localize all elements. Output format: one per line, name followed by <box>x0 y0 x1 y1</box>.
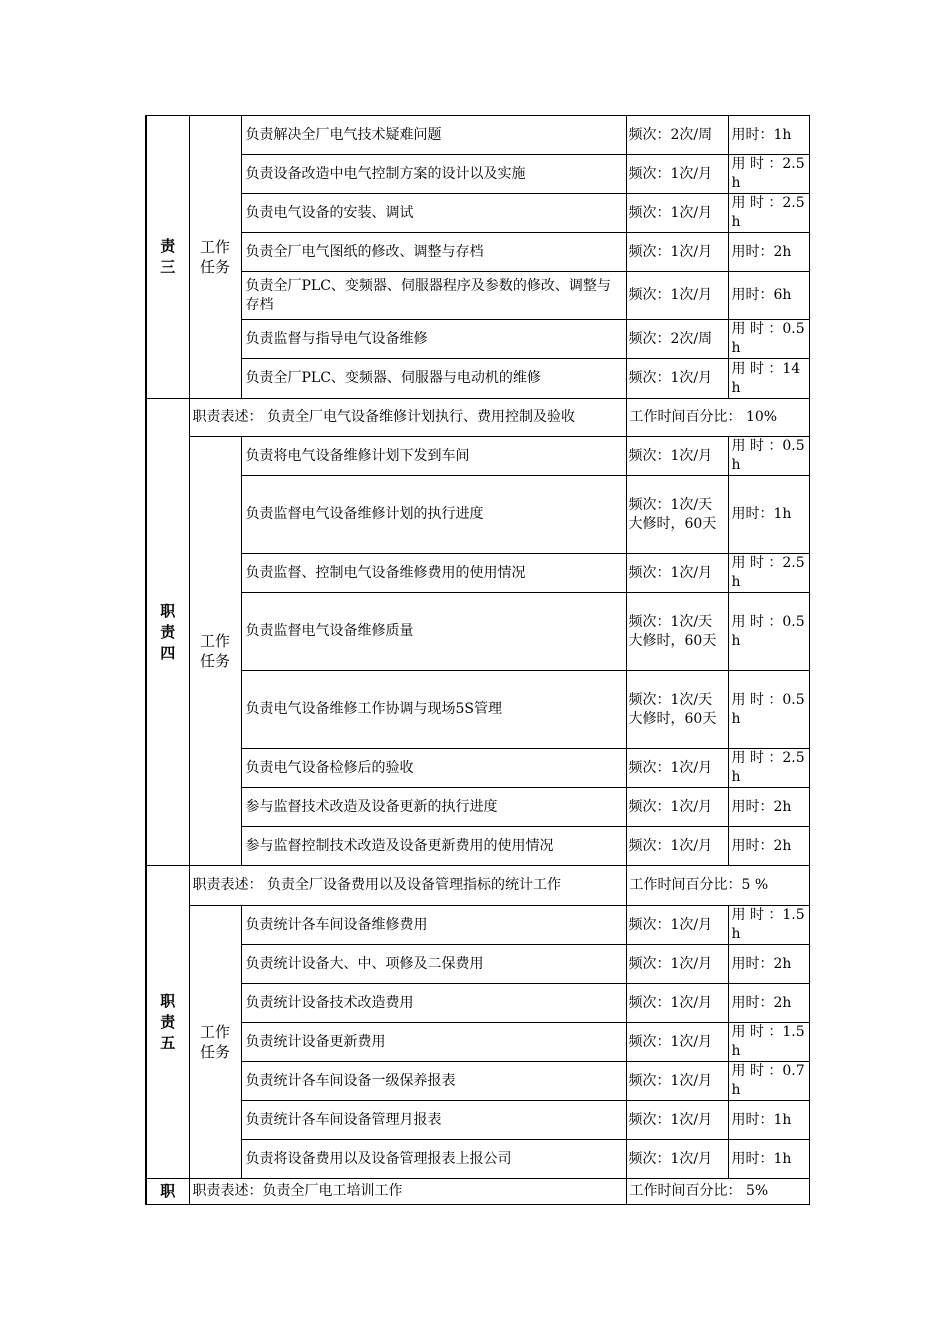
work-task-label-text: 工作任务 <box>199 632 230 670</box>
task-duration: 用时：2h <box>728 984 809 1023</box>
task-duration: 用 时 ：0.5h <box>728 671 809 749</box>
task-row <box>146 116 809 155</box>
task-row <box>146 671 809 749</box>
task-description: 负责将电气设备维修计划下发到车间 <box>241 437 626 476</box>
task-duration: 用时：2h <box>728 788 809 827</box>
task-row <box>146 554 809 593</box>
task-description: 负责监督与指导电气设备维修 <box>241 320 626 359</box>
responsibility-summary: 职责表述：负责全厂电工培训工作 <box>189 1179 626 1205</box>
task-row <box>146 906 809 945</box>
task-frequency: 频次：1次/月 <box>626 788 728 827</box>
task-description: 负责全厂PLC、变频器、伺服器程序及参数的修改、调整与存档 <box>241 272 626 320</box>
task-duration: 用 时 ：2.5h <box>728 554 809 593</box>
section-label-text: 责三 <box>160 237 176 276</box>
task-frequency: 频次：1次/月 <box>626 906 728 945</box>
task-frequency: 频次：1次/月 <box>626 1101 728 1140</box>
task-duration: 用时：1h <box>728 1140 809 1179</box>
section-label <box>146 399 189 866</box>
task-row <box>146 945 809 984</box>
section-label-text: 职责四 <box>160 601 176 662</box>
task-duration: 用 时 ：14h <box>728 359 809 399</box>
task-description: 参与监督技术改造及设备更新的执行进度 <box>241 788 626 827</box>
responsibility-summary: 职责表述： 负责全厂电气设备维修计划执行、费用控制及验收 <box>189 399 626 437</box>
task-description: 负责全厂电气图纸的修改、调整与存档 <box>241 233 626 272</box>
task-row <box>146 1023 809 1062</box>
task-frequency: 频次：1次/月 <box>626 233 728 272</box>
task-duration: 用时：2h <box>728 945 809 984</box>
task-description: 负责统计各车间设备维修费用 <box>241 906 626 945</box>
job-responsibility-table <box>145 115 810 1205</box>
task-frequency: 频次：1次/月 <box>626 749 728 788</box>
summary-row <box>146 1179 809 1205</box>
work-task-label-text: 工作任务 <box>199 1023 230 1061</box>
task-description: 负责监督、控制电气设备维修费用的使用情况 <box>241 554 626 593</box>
task-duration: 用 时 ：0.5h <box>728 320 809 359</box>
summary-row <box>146 399 809 437</box>
task-description: 负责统计设备大、中、项修及二保费用 <box>241 945 626 984</box>
task-frequency: 频次：1次/天 大修时，60天 <box>626 671 728 749</box>
task-row <box>146 272 809 320</box>
task-frequency: 频次：1次/月 <box>626 272 728 320</box>
task-description: 负责统计设备更新费用 <box>241 1023 626 1062</box>
task-description: 负责统计设备技术改造费用 <box>241 984 626 1023</box>
section-label <box>146 116 189 399</box>
task-frequency: 频次：1次/天 大修时，60天 <box>626 593 728 671</box>
task-row <box>146 593 809 671</box>
task-frequency: 频次：1次/月 <box>626 827 728 866</box>
task-duration: 用 时 ：0.5h <box>728 437 809 476</box>
task-description: 负责设备改造中电气控制方案的设计以及实施 <box>241 155 626 194</box>
task-description: 负责解决全厂电气技术疑难问题 <box>241 116 626 155</box>
task-frequency: 频次：1次/月 <box>626 155 728 194</box>
work-time-percent: 工作时间百分比：5 % <box>626 866 809 906</box>
task-description: 负责电气设备检修后的验收 <box>241 749 626 788</box>
work-time-percent: 工作时间百分比： 5% <box>626 1179 809 1205</box>
task-description: 负责全厂PLC、变频器、伺服器与电动机的维修 <box>241 359 626 399</box>
task-duration: 用 时 ：0.7h <box>728 1062 809 1101</box>
table-body <box>146 116 809 1205</box>
task-frequency: 频次：1次/月 <box>626 984 728 1023</box>
task-frequency: 频次：1次/月 <box>626 554 728 593</box>
task-duration: 用 时 ：2.5h <box>728 155 809 194</box>
task-duration: 用时：2h <box>728 827 809 866</box>
task-row <box>146 155 809 194</box>
task-duration: 用 时 ：2.5h <box>728 749 809 788</box>
task-row <box>146 320 809 359</box>
task-frequency: 频次：1次/月 <box>626 1062 728 1101</box>
task-frequency: 频次：1次/月 <box>626 359 728 399</box>
task-row <box>146 1101 809 1140</box>
task-description: 负责统计各车间设备一级保养报表 <box>241 1062 626 1101</box>
task-frequency: 频次：1次/月 <box>626 945 728 984</box>
task-frequency: 频次：1次/月 <box>626 1140 728 1179</box>
task-duration: 用 时 ：1.5h <box>728 1023 809 1062</box>
work-task-label <box>189 116 241 399</box>
task-row <box>146 194 809 233</box>
task-row <box>146 233 809 272</box>
task-row <box>146 359 809 399</box>
task-duration: 用 时 ：1.5h <box>728 906 809 945</box>
task-row <box>146 827 809 866</box>
task-duration: 用时：2h <box>728 233 809 272</box>
task-frequency: 频次：1次/天 大修时，60天 <box>626 476 728 554</box>
task-duration: 用时：6h <box>728 272 809 320</box>
task-frequency: 频次：1次/月 <box>626 437 728 476</box>
task-frequency: 频次：1次/月 <box>626 194 728 233</box>
task-description: 负责电气设备的安装、调试 <box>241 194 626 233</box>
task-frequency: 频次：2次/周 <box>626 116 728 155</box>
task-row <box>146 1062 809 1101</box>
section-label-text: 职 <box>160 1182 176 1200</box>
work-task-label <box>189 437 241 866</box>
responsibility-summary: 职责表述： 负责全厂设备费用以及设备管理指标的统计工作 <box>189 866 626 906</box>
task-description: 负责将设备费用以及设备管理报表上报公司 <box>241 1140 626 1179</box>
task-frequency: 频次：1次/月 <box>626 1023 728 1062</box>
task-row <box>146 984 809 1023</box>
task-row <box>146 749 809 788</box>
task-duration: 用 时 ：2.5h <box>728 194 809 233</box>
task-row <box>146 437 809 476</box>
task-description: 负责电气设备维修工作协调与现场5S管理 <box>241 671 626 749</box>
task-description: 参与监督控制技术改造及设备更新费用的使用情况 <box>241 827 626 866</box>
section-label <box>146 1179 189 1205</box>
section-label <box>146 866 189 1179</box>
work-task-label <box>189 906 241 1179</box>
task-row <box>146 788 809 827</box>
task-description: 负责监督电气设备维修计划的执行进度 <box>241 476 626 554</box>
task-description: 负责监督电气设备维修质量 <box>241 593 626 671</box>
task-row <box>146 476 809 554</box>
work-time-percent: 工作时间百分比： 10% <box>626 399 809 437</box>
task-description: 负责统计各车间设备管理月报表 <box>241 1101 626 1140</box>
task-row <box>146 1140 809 1179</box>
task-duration: 用时：1h <box>728 1101 809 1140</box>
task-duration: 用 时 ：0.5h <box>728 593 809 671</box>
section-label-text: 职责五 <box>160 991 176 1052</box>
task-duration: 用时：1h <box>728 116 809 155</box>
task-duration: 用时：1h <box>728 476 809 554</box>
task-frequency: 频次：2次/周 <box>626 320 728 359</box>
summary-row <box>146 866 809 906</box>
work-task-label-text: 工作任务 <box>199 238 230 276</box>
